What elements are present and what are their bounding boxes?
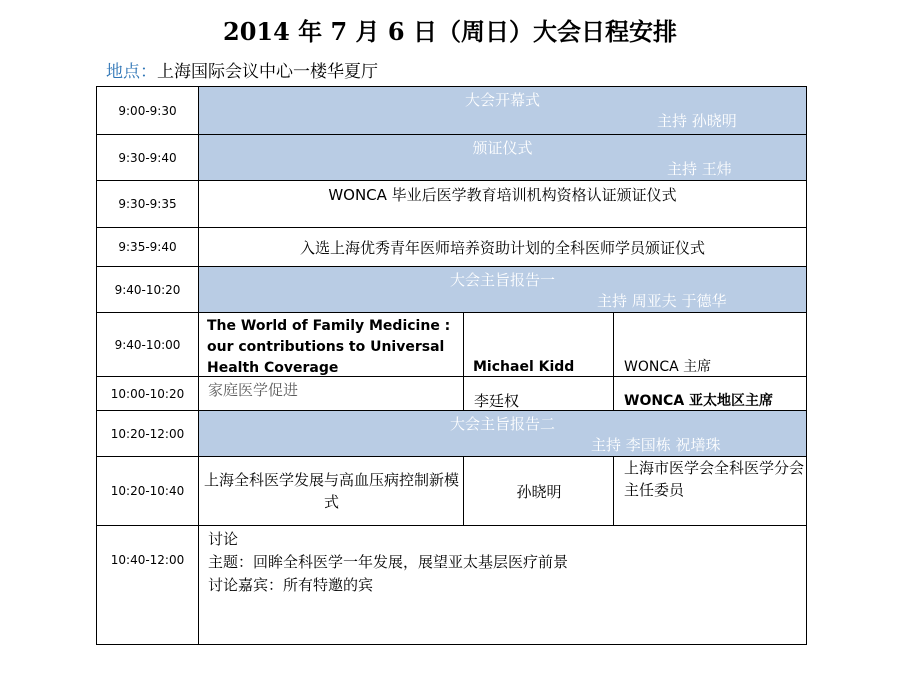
section-band: [199, 87, 806, 134]
section-host: 主持 周亚夫 于德华: [597, 292, 727, 310]
page-title: 2014 年 7 月 6 日（周日）大会日程安排: [223, 17, 677, 46]
schedule-row: [96, 312, 807, 377]
section-band: [199, 135, 806, 180]
schedule-row: [96, 525, 807, 645]
discussion-block: [199, 526, 799, 644]
ceremony-text: 入选上海优秀青年医师培养资助计划的全科医师学员颁证仪式: [299, 238, 705, 257]
time-cell: 9:35-9:40: [97, 228, 199, 266]
schedule-row: [96, 134, 807, 181]
discussion-label: 讨论: [208, 530, 239, 548]
talk-topic: The World of Family Medicine : our contributions to Universal Health Coverage: [207, 318, 451, 376]
discussion-theme: 主题：回眸全科医学一年发展，展望亚太基层医疗前景: [208, 553, 569, 571]
ceremony-text: WONCA 毕业后医学教育培训机构资格认证颁证仪式: [328, 186, 677, 204]
schedule-row: [96, 410, 807, 457]
schedule-table: [96, 86, 809, 686]
time-cell: 10:00-10:20: [97, 377, 199, 410]
section-host: 主持 孙晓明: [657, 112, 737, 130]
venue-line: [106, 60, 378, 84]
schedule-row: [96, 456, 807, 526]
section-title: 颁证仪式: [472, 139, 533, 157]
time-cell: 9:00-9:30: [97, 87, 199, 134]
talk-topic: 家庭医学促进: [208, 381, 299, 399]
section-host: 主持 李国栋 祝墡珠: [591, 436, 721, 454]
schedule-row: [96, 227, 807, 267]
talk-speaker: 李廷权: [463, 377, 614, 410]
schedule-row: [96, 266, 807, 313]
talk-topic: 上海全科医学发展与高血压病控制新模式: [203, 471, 459, 511]
time-cell: 10:20-12:00: [97, 411, 199, 456]
discussion-guests: 讨论嘉宾：所有特邀的宾: [208, 576, 374, 594]
time-cell: 9:30-9:35: [97, 181, 199, 227]
section-band: [199, 411, 806, 456]
schedule-row: [96, 376, 807, 411]
time-cell: 9:40-10:00: [97, 313, 199, 376]
time-cell: 10:40-12:00: [97, 526, 199, 644]
section-title: 大会主旨报告一: [449, 271, 555, 289]
section-band: [199, 267, 806, 312]
section-title: 大会开幕式: [464, 91, 540, 109]
venue-text: 上海国际会议中心一楼华夏厅: [157, 62, 378, 82]
section-host: 主持 王炜: [667, 160, 732, 178]
schedule-row: [96, 180, 807, 228]
talk-role: 上海市医学会全科医学分会主任委员: [613, 457, 806, 525]
section-title: 大会主旨报告二: [449, 415, 555, 433]
talk-speaker: Michael Kidd: [463, 313, 614, 376]
talk-role: WONCA 主席: [613, 313, 806, 376]
schedule-row: [96, 86, 807, 135]
time-cell: 10:20-10:40: [97, 457, 199, 525]
time-cell: 9:30-9:40: [97, 135, 199, 180]
talk-speaker: 孙晓明: [463, 457, 614, 525]
time-cell: 9:40-10:20: [97, 267, 199, 312]
venue-label: 地点：: [106, 62, 157, 82]
talk-role: WONCA 亚太地区主席: [613, 377, 806, 410]
